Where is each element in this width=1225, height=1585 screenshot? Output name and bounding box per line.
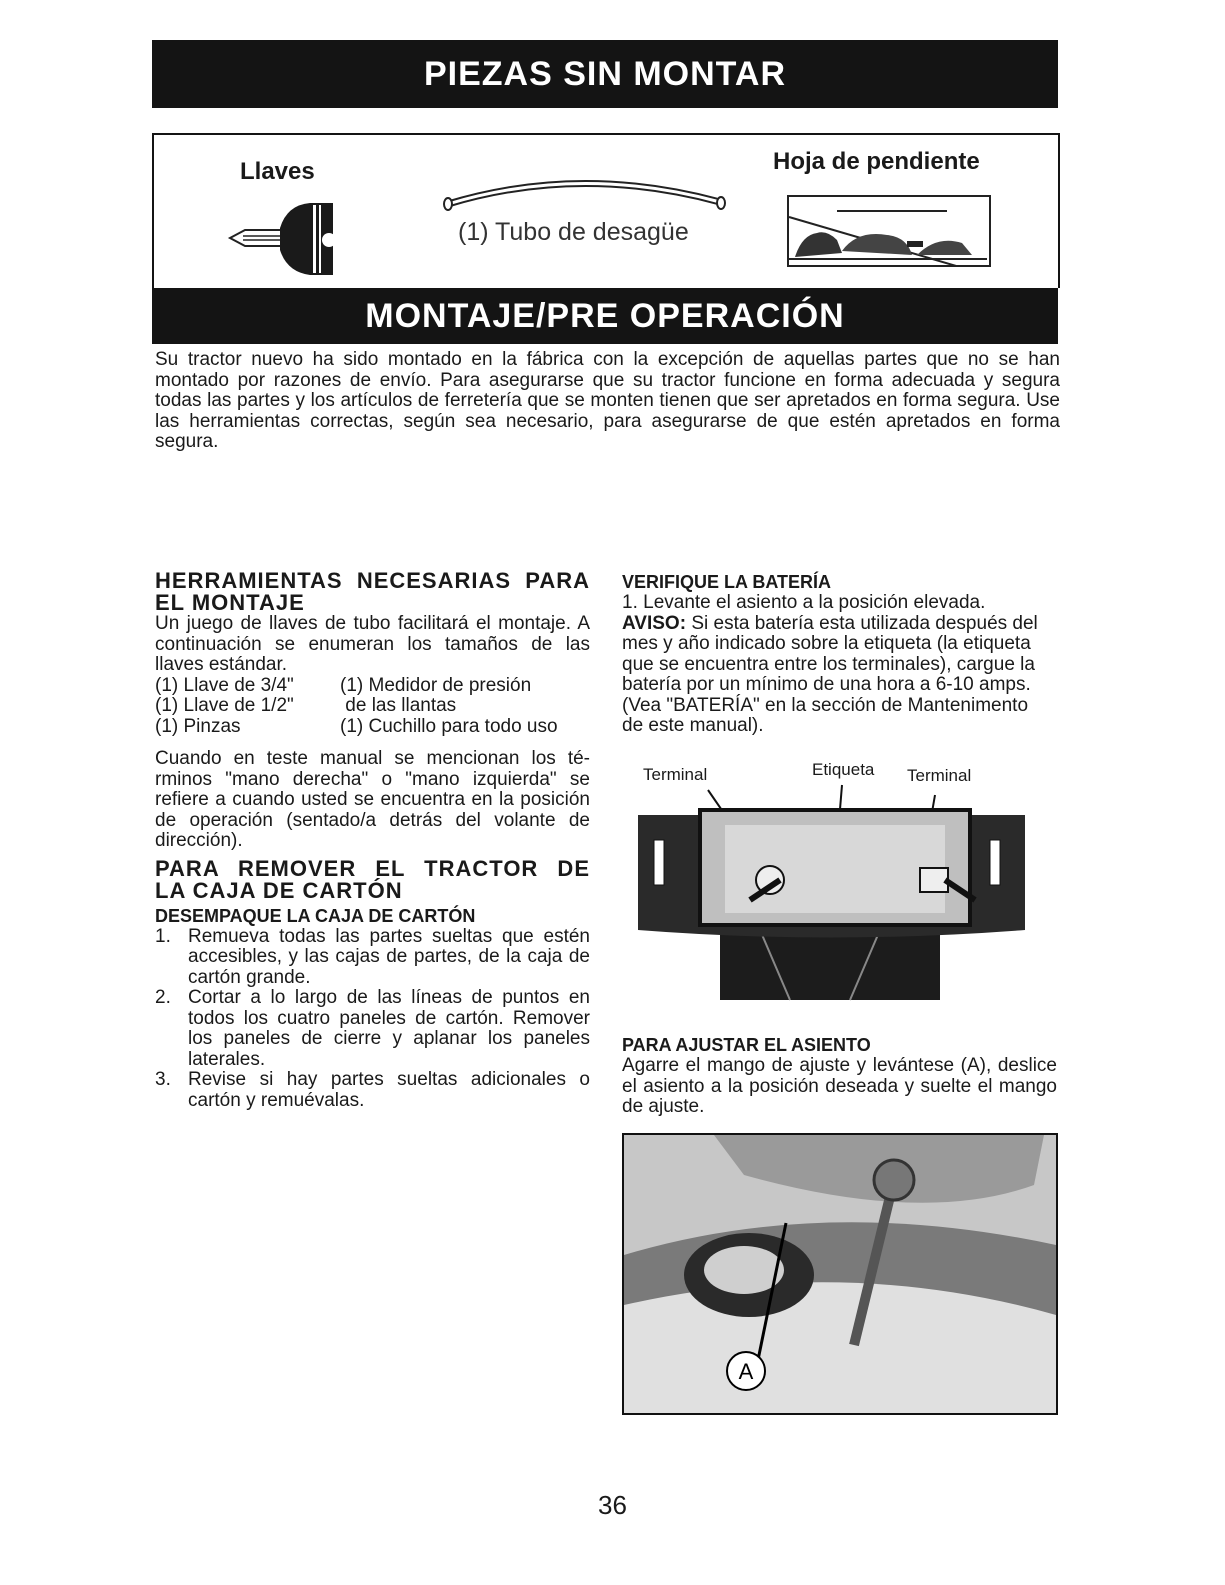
aviso-text: Si esta batería esta utilizada después del mes y año indicado sobre la etiqueta (la etiqueta que se encuentra entre los terminales), cargue la batería por un mínimo de una hora a 6-10 amps. (Vea "BATERÍA" en la sección de Mantenimento de este manual). (622, 612, 1038, 736)
list-item (155, 1070, 590, 1111)
tool-item: (1) Pinzas (155, 715, 241, 737)
tools-heading (155, 570, 590, 614)
remove-heading-line2: LA CAJA DE CARTÓN (155, 877, 403, 903)
banner-title: PIEZAS SIN MONTAR (423, 55, 787, 93)
remove-heading-line1: PARA REMOVER EL TRACTOR DE (155, 855, 590, 881)
unpack-heading: DESEMPAQUE LA CAJA DE CARTÓN (155, 905, 476, 926)
tools-row (155, 717, 558, 738)
tool-item: (1) Cuchillo para todo uso (340, 715, 558, 737)
step-number: 2. (155, 987, 171, 1008)
label-terminal-right: Terminal (907, 766, 972, 785)
banner-piezas-sin-montar (152, 40, 1058, 108)
key-icon (225, 200, 350, 280)
battery-step: 1. Levante el asiento a la posición elevada. (622, 592, 986, 613)
tools-heading-line1: HERRAMIENTAS NECESARIAS PARA (155, 568, 590, 593)
unpack-steps (155, 927, 590, 1112)
list-item (155, 927, 590, 989)
llaves-title: Llaves (240, 158, 315, 185)
tools-row (155, 696, 558, 717)
step-text: Remueva todas las partes sueltas que estén accesibles, y las cajas de partes, de la caja de cartón grande. (188, 925, 590, 988)
hoja-title: Hoja de pendiente (773, 148, 980, 175)
step-text: Revise si hay partes sueltas adicionales o cartón y remuévalas. (188, 1069, 590, 1111)
tools-row (155, 676, 558, 697)
intro-paragraph: Su tractor nuevo ha sido montado en la fábrica con la excepción de aquellas partes que no se han montado por razones de envío. Para asegurarse que su tractor funcione en forma adecuada y segura todas las partes y los artículos de ferretería que se monten tienen que ser apretados en forma segura. Use las herramientas correctas, según sea necesario, para asegurarse de que estén apretados en forma segura. (155, 349, 1060, 452)
callout-a: A (738, 1359, 754, 1384)
page-number: 36 (598, 1490, 627, 1520)
tool-item: (1) Medidor de presión (340, 674, 532, 696)
hand-text: Cuando en teste manual se mencionan los té- rminos "mano derecha" o "mano izquierda" se refiere a cuando usted se encuentra en la posición de operación (sentado/a detrás del volante de dirección). (155, 748, 590, 851)
battery-illustration (630, 780, 1030, 1002)
seat-text: Agarre el mango de ajuste y levántese (A), deslice el asiento a la posición deseada y suelte el mango de ajuste. (622, 1055, 1057, 1117)
remove-heading (155, 855, 590, 903)
seat-adjust-photo (622, 1133, 1058, 1415)
banner-montaje (152, 288, 1058, 344)
label-etiqueta: Etiqueta (812, 760, 875, 779)
tools-list (155, 676, 558, 738)
slope-sheet-illustration (787, 195, 992, 267)
label-terminal-left: Terminal (643, 765, 708, 784)
tool-item: de las llantas (340, 695, 457, 716)
battery-heading: VERIFIQUE LA BATERÍA (622, 572, 832, 592)
step-text: Cortar a lo largo de las líneas de puntos en todos los cuatro paneles de cartón. Remover los paneles de cierre y aplanar los paneles laterales. (188, 987, 590, 1070)
step-number: 1. (155, 925, 171, 947)
seat-heading: PARA AJUSTAR EL ASIENTO (622, 1035, 871, 1055)
banner-title: MONTAJE/PRE OPERACIÓN (365, 297, 845, 335)
aviso-paragraph (622, 614, 1042, 737)
tool-item: (1) Llave de 1/2" (155, 695, 294, 716)
seat-adjust-illustration (624, 1135, 1056, 1413)
list-item (155, 988, 590, 1070)
aviso-label: AVISO: (622, 612, 687, 634)
step-number: 3. (155, 1069, 171, 1090)
tubo-caption: (1) Tubo de desagüe (458, 218, 689, 246)
drain-tube-icon (440, 170, 730, 220)
tools-text: Un juego de llaves de tubo facilitará el montaje. A continuación se enumeran los tamaños de las llaves estándar. (155, 613, 590, 675)
tool-item: (1) Llave de 3/4" (155, 674, 294, 696)
tools-heading-line2: EL MONTAJE (155, 590, 305, 615)
